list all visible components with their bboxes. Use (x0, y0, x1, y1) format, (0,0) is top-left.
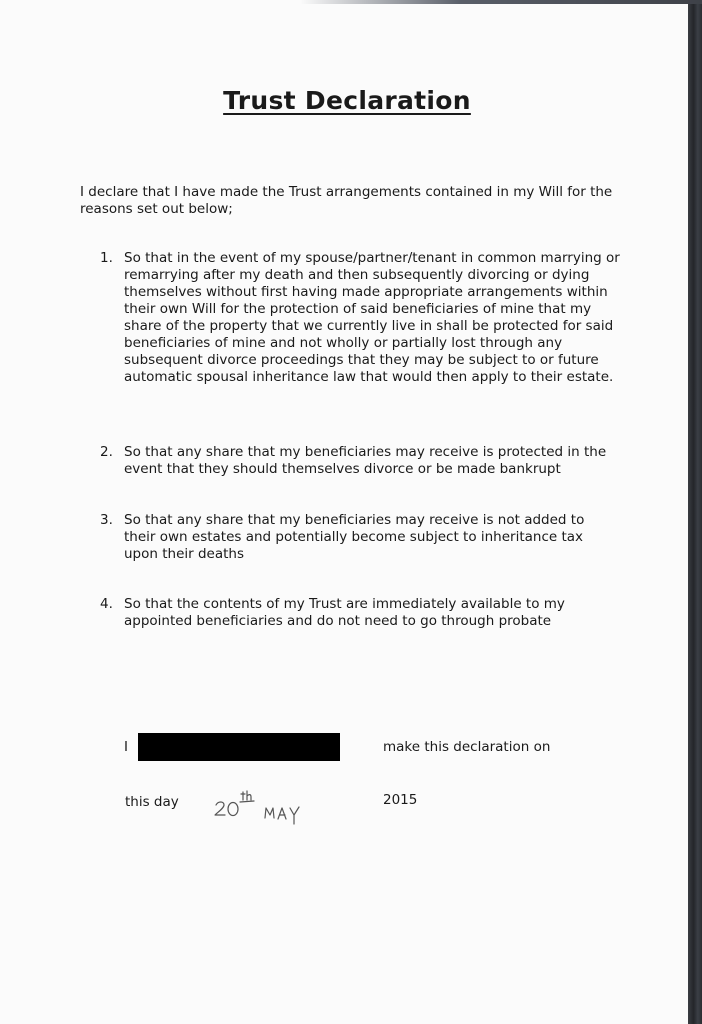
handwritten-date (210, 786, 320, 826)
list-item-1 (100, 250, 620, 386)
list-item-3 (100, 512, 620, 563)
scan-top-edge (300, 0, 702, 4)
list-item-number: 2. (100, 444, 113, 460)
list-item-text: So that any share that my beneficiaries may receive is protected in the event that they should themselves divorce or be made bankrupt (124, 444, 607, 477)
list-item-number: 3. (100, 512, 113, 528)
list-item-text: So that the contents of my Trust are immediately available to my appointed beneficiaries and do not need to go through probate (124, 596, 565, 629)
list-item-4 (100, 596, 620, 630)
this-day-label: this day (125, 794, 179, 810)
document-title: Trust Declaration (223, 86, 471, 115)
list-item-text: So that any share that my beneficiaries may receive is not added to their own estates and potentially become subject to inheritance tax upon their deaths (124, 512, 585, 562)
list-item-number: 1. (100, 250, 113, 266)
declarant-pronoun: I (124, 739, 128, 755)
list-item-number: 4. (100, 596, 113, 612)
redacted-name (138, 733, 340, 761)
intro-paragraph: I declare that I have made the Trust arrangements contained in my Will for the reasons set out below; (80, 184, 613, 217)
declaration-text: make this declaration on (383, 739, 551, 755)
list-item-2 (100, 444, 620, 478)
list-item-text: So that in the event of my spouse/partner/tenant in common marrying or remarrying after my death and then subsequently divorcing or dying themselves without first having made appropriate arrangements within their own Will for the protection of said beneficiaries of mine that my share of the property that we currently live in shall be protected for said beneficiaries of mine and not wholly or partially lost through any subsequent divorce proceedings that they may be subject to or future automatic spousal inheritance law that would then apply to their estate. (124, 250, 620, 385)
scan-edge (688, 0, 702, 1024)
declaration-year: 2015 (383, 792, 418, 808)
